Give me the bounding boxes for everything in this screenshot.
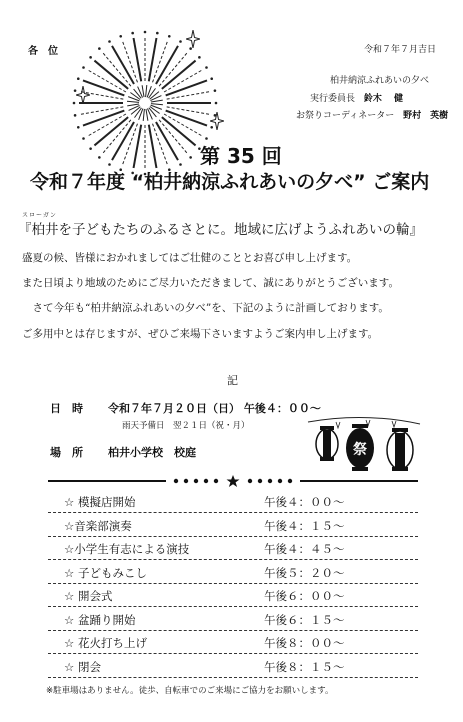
committee-chair-name: 鈴木 健 bbox=[363, 94, 404, 104]
plan-paragraph: さて今年も“柏井納涼ふれあいの夕べ”を、下記のように計画しております。 bbox=[22, 302, 389, 314]
addressee: 各 位 bbox=[28, 46, 58, 57]
date-label: 日 時 bbox=[50, 402, 83, 415]
place-label: 場 所 bbox=[50, 446, 83, 459]
sparkle-icon bbox=[186, 30, 200, 48]
schedule-event-name: ☆ 開会式 bbox=[64, 589, 113, 603]
committee-chair bbox=[310, 91, 403, 104]
coordinator bbox=[296, 108, 448, 121]
schedule-row bbox=[48, 514, 418, 537]
lantern-icon bbox=[387, 428, 413, 471]
rain-date-note: 雨天予備日 翌２１日（祝・月） bbox=[122, 421, 250, 431]
schedule-event-name: ☆ 盆踊り開始 bbox=[64, 612, 136, 627]
date-value: 令和７年７月２０日（日） 午後４：００～ bbox=[108, 402, 321, 415]
schedule-row bbox=[48, 655, 418, 678]
slogan: 『柏井を子どもたちのふるさとに。地域に広げようふれあいの輪』 bbox=[18, 222, 423, 238]
schedule-event-time: 午後８：１５～ bbox=[264, 659, 345, 674]
sparkle-icon bbox=[210, 112, 224, 130]
organization-name: 柏井納涼ふれあいの夕べ bbox=[330, 76, 430, 86]
ki-heading: 記 bbox=[227, 374, 238, 387]
firework-burst bbox=[73, 31, 218, 176]
invitation-paragraph: ご多用中とは存じますが、ぜひご来場下さいますようご案内申し上げます。 bbox=[22, 328, 379, 340]
parking-footnote: ※駐車場はありません。徒歩、自転車でのご来場にご協力をお願いします。 bbox=[46, 686, 334, 696]
schedule-event-time: 午後４：００～ bbox=[264, 495, 345, 509]
schedule-event-name: ☆ 閉会 bbox=[64, 659, 101, 674]
coordinator-role: お祭りコーディネーター bbox=[296, 111, 395, 121]
lantern-festival-char: 祭 bbox=[353, 442, 367, 458]
schedule-event-name: ☆小学生有志による演技 bbox=[64, 542, 190, 556]
thanks-paragraph: また日頃より地域のためにご尽力いただきまして、誠にありがとうございます。 bbox=[22, 277, 399, 289]
schedule-event-time: 午後４：１５～ bbox=[264, 518, 345, 533]
schedule-event-time: 午後８：００～ bbox=[264, 636, 345, 650]
committee-chair-role: 実行委員長 bbox=[310, 94, 356, 104]
schedule-divider bbox=[48, 474, 418, 488]
schedule-event-name: ☆ 花火打ち上げ bbox=[64, 636, 147, 650]
schedule-row bbox=[48, 561, 418, 584]
greeting-paragraph: 盛夏の候、皆様におかれましてはご壮健のこととお喜び申し上げます。 bbox=[22, 252, 358, 264]
lantern-icon bbox=[316, 426, 338, 461]
place-value: 柏井小学校 校庭 bbox=[108, 446, 196, 459]
sparkle-icon bbox=[76, 86, 90, 104]
schedule-row bbox=[48, 631, 418, 654]
schedule-event-time: 午後６：１５～ bbox=[264, 612, 345, 627]
schedule-row bbox=[48, 490, 418, 513]
schedule-event-time: 午後４：４５～ bbox=[264, 542, 345, 556]
schedule-row bbox=[48, 537, 418, 560]
schedule-row bbox=[48, 608, 418, 631]
document-date: 令和７年７月吉日 bbox=[364, 45, 437, 55]
slogan-ruby: スローガン bbox=[22, 212, 57, 219]
schedule-event-time: 午後６：００～ bbox=[264, 589, 345, 603]
coordinator-name: 野村 英樹 bbox=[403, 111, 449, 121]
schedule-event-time: 午後５：２０～ bbox=[264, 565, 345, 580]
schedule-event-name: ☆ 子どもみこし bbox=[64, 565, 147, 580]
schedule-event-name: ☆音楽部演奏 bbox=[64, 518, 132, 533]
schedule-event-name: ☆ 模擬店開始 bbox=[64, 495, 136, 509]
page-title: 令和７年度 “柏井納涼ふれあいの夕べ” ご案内 bbox=[30, 171, 430, 193]
edition-title: 第 35 回 bbox=[200, 144, 282, 168]
lantern-string bbox=[308, 417, 420, 424]
schedule-row bbox=[48, 584, 418, 607]
firework-illustration bbox=[70, 28, 220, 178]
